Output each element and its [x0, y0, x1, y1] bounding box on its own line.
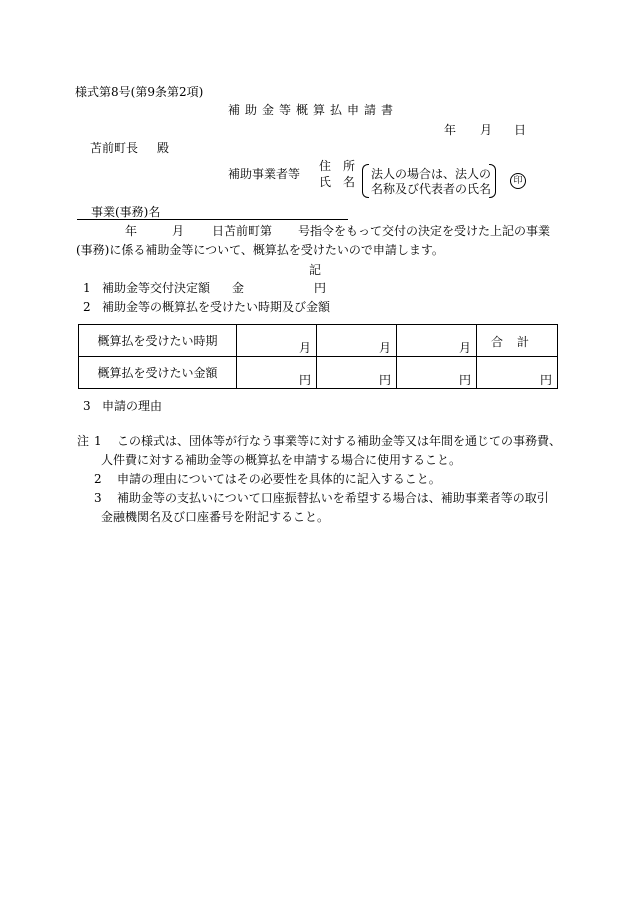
month-cell[interactable]: 月 — [237, 325, 317, 357]
body-year: 年 — [125, 224, 138, 238]
month-cell[interactable]: 月 — [317, 325, 397, 357]
project-name-label: 事業(事務)名 — [91, 205, 161, 219]
corporate-note-line1: 法人の場合は、法人の — [371, 167, 492, 181]
corporate-note — [362, 164, 496, 198]
date-month: 月 — [480, 123, 493, 137]
body-line2: (事務)に係る補助金等について、概算払を受けたいので申請します。 — [76, 243, 444, 257]
note1-num: 1 — [94, 434, 102, 448]
table-row — [79, 357, 558, 389]
item1-label: 補助金等交付決定額 — [102, 281, 211, 295]
body-rest: 号指令をもって交付の決定を受けた上記の事業 — [298, 224, 551, 238]
item2-num: 2 — [83, 300, 91, 314]
note1-line2: 人件費に対する補助金等の概算払を申請する場合に使用すること。 — [101, 453, 462, 467]
left-bracket — [362, 164, 369, 198]
seal-icon: 印 — [510, 173, 526, 189]
ki-marker: 記 — [309, 263, 322, 277]
total-amount-cell[interactable]: 円 — [477, 357, 558, 389]
row2-label: 概算払を受けたい金額 — [79, 357, 237, 389]
address-label: 住 所 — [319, 159, 356, 173]
notes-prefix: 注 — [77, 434, 90, 448]
amount-cell[interactable]: 円 — [397, 357, 477, 389]
date-year: 年 — [444, 123, 457, 137]
total-header-cell: 合計 — [477, 325, 558, 357]
note2-num: 2 — [94, 472, 102, 486]
row1-label: 概算払を受けたい時期 — [79, 325, 237, 357]
item1-num: 1 — [83, 281, 91, 295]
form-title: 補助金等概算払申請書 — [228, 103, 399, 117]
amount-cell[interactable]: 円 — [317, 357, 397, 389]
date-day: 日 — [514, 123, 527, 137]
item2-label: 補助金等の概算払を受けたい時期及び金額 — [102, 300, 331, 314]
month-cell[interactable]: 月 — [397, 325, 477, 357]
item3-label: 申請の理由 — [102, 399, 163, 413]
body-month: 月 — [172, 224, 185, 238]
note3-num: 3 — [94, 491, 102, 505]
name-label: 氏 名 — [319, 175, 356, 189]
payment-schedule-table — [78, 324, 558, 389]
amount-cell[interactable]: 円 — [237, 357, 317, 389]
note3-line2: 金融機関名及び口座番号を附記すること。 — [101, 510, 330, 524]
item3-num: 3 — [83, 399, 91, 413]
table-row — [79, 325, 558, 357]
project-name-underline — [77, 219, 348, 220]
body-day-ref: 日苫前町第 — [212, 224, 273, 238]
addressee: 苫前町長 — [90, 141, 139, 155]
note2-line1: 申請の理由についてはその必要性を具体的に記入すること。 — [117, 472, 441, 486]
note1-line1: この様式は、団体等が行なう事業等に対する補助金等又は年間を通じての事務費、 — [117, 434, 562, 448]
item1-prefix: 金 — [232, 281, 245, 295]
applicant-label: 補助事業者等 — [228, 167, 301, 181]
note3-line1: 補助金等の支払いについて口座振替払いを希望する場合は、補助事業者等の取引 — [117, 491, 549, 505]
form-number: 様式第8号(第9条第2項) — [75, 85, 204, 99]
item1-unit: 円 — [314, 281, 327, 295]
honorific: 殿 — [157, 141, 170, 155]
corporate-note-line2: 名称及び代表者の氏名 — [371, 182, 492, 196]
